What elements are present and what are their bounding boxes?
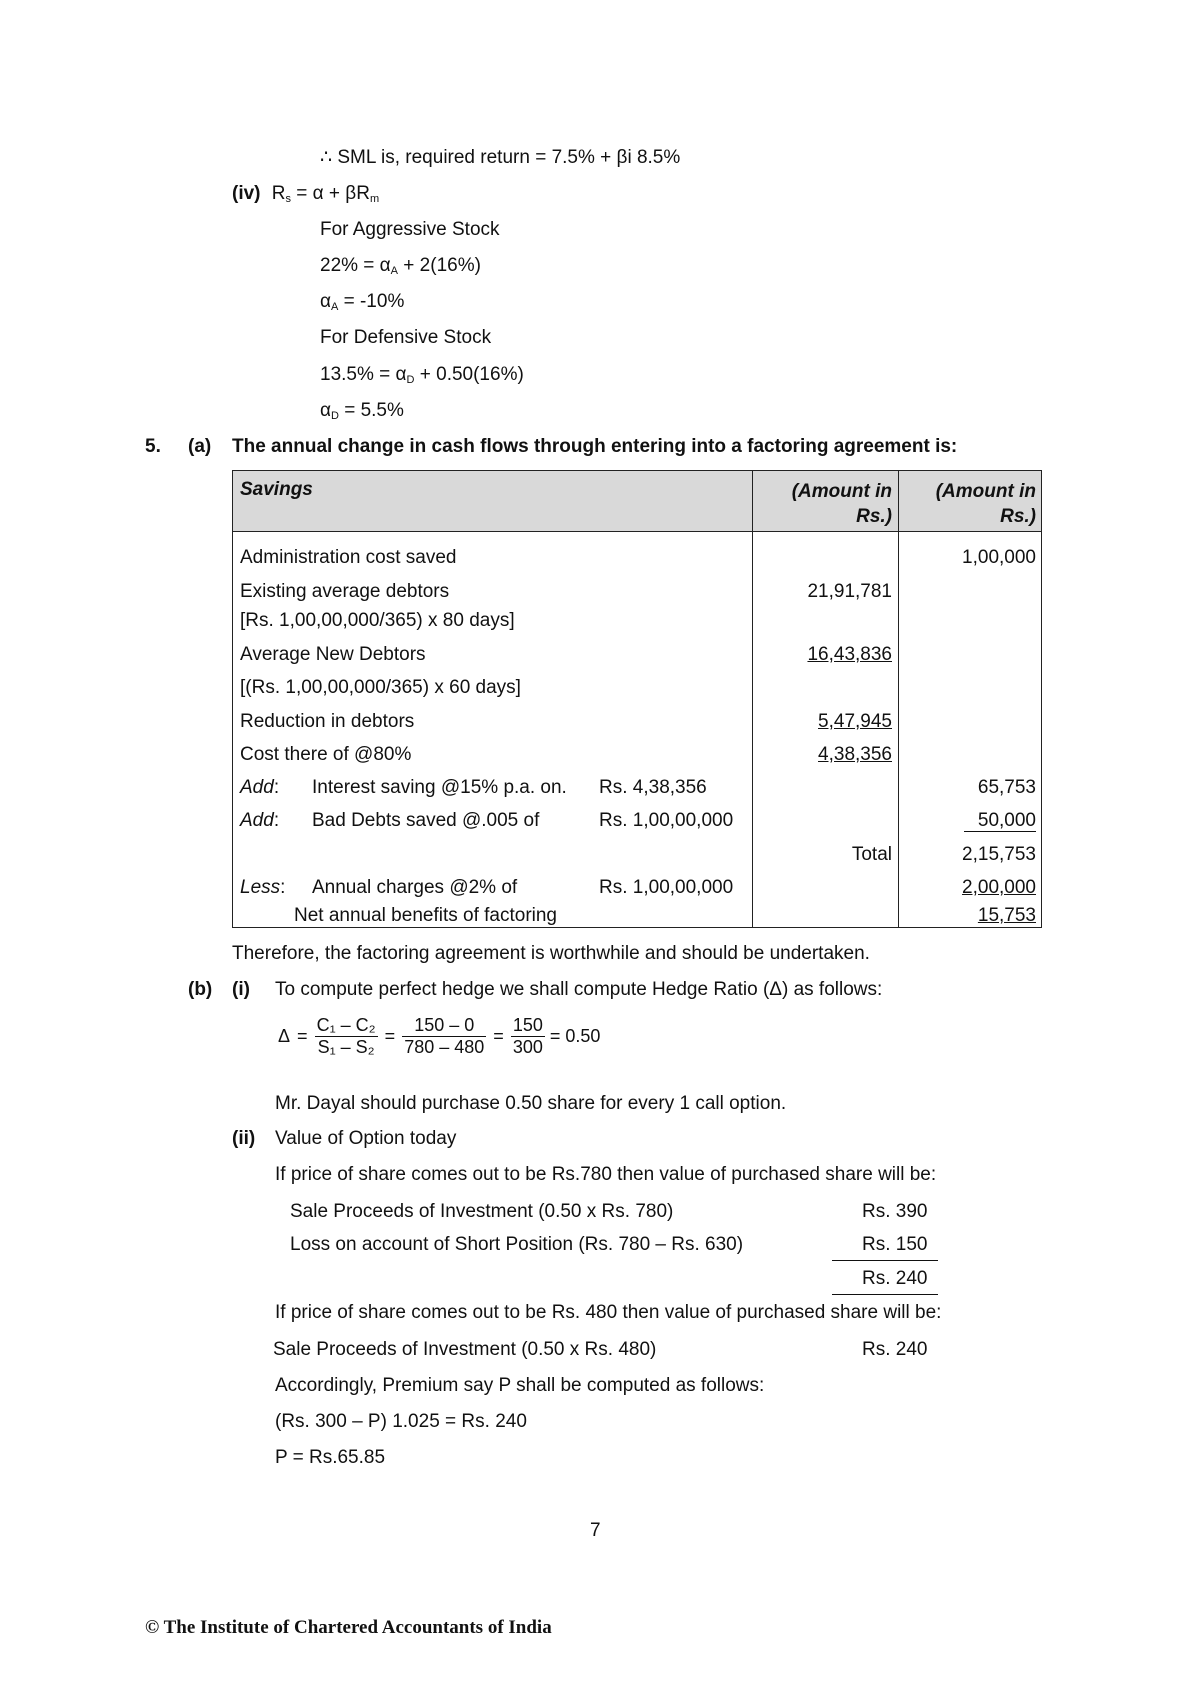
iv-line <box>232 183 379 205</box>
defensive-title: For Defensive Stock <box>320 327 492 348</box>
part-a-heading: The annual change in cash flows through entering into a factoring agreement is: <box>232 436 958 457</box>
row-add-baddebts-base: Rs. 1,00,00,000 <box>599 810 734 831</box>
column-divider <box>898 471 899 927</box>
row-existing-calc: [Rs. 1,00,00,000/365) x 80 days] <box>240 610 515 631</box>
premium-result: P = Rs.65.85 <box>275 1447 386 1468</box>
sum-rule-top <box>832 1260 938 1261</box>
loss-short-amount: Rs. 150 <box>862 1234 928 1255</box>
header-savings: Savings <box>240 479 313 500</box>
row-less-charges-base: Rs. 1,00,00,000 <box>599 877 734 898</box>
row-reduction-amount: 5,47,945 <box>818 711 892 732</box>
aggressive-result: $\alpha_A = -10\%$ <box>320 291 405 313</box>
part-bi-label: (i) <box>232 979 250 1000</box>
row-net-label: Net annual benefits of factoring <box>294 905 558 926</box>
net-780-amount: Rs. 240 <box>862 1268 928 1289</box>
fraction-c-over-s: $\frac{\text{C₁ – C₂}}{\text{S₁ – S₂}}$ <box>316 1015 376 1057</box>
loss-short-text: Loss on account of Short Position (Rs. 780 – Rs. 630) <box>290 1234 744 1255</box>
row-less-charges: Less: <box>240 877 286 898</box>
row-admin-label: Administration cost saved <box>240 547 457 568</box>
copyright-footer: © The Institute of Chartered Accountants of India <box>145 1617 552 1638</box>
iv-formula: $R_s = \alpha + \beta R_m$ <box>271 183 380 205</box>
row-add-baddebts-amount: 50,000 <box>901 810 1036 832</box>
price-480-text: If price of share comes out to be Rs. 480 then value of purchased share will be: <box>275 1302 942 1323</box>
fraction-simplified: $\frac{150}{300}$ <box>512 1015 543 1057</box>
row-less-charges-amount: 2,00,000 <box>962 877 1036 898</box>
row-add-baddebts: Add: <box>240 810 280 831</box>
row-add-interest-text: Interest saving @15% p.a. on. <box>312 777 567 798</box>
row-existing-amount: 21,91,781 <box>807 581 892 602</box>
premium-text: Accordingly, Premium say P shall be computed as follows: <box>275 1375 765 1396</box>
row-add-baddebts-text: Bad Debts saved @.005 of <box>312 810 540 831</box>
row-cost-label: Cost there of @80% <box>240 744 412 765</box>
row-add-interest-base: Rs. 4,38,356 <box>599 777 707 798</box>
question-number: 5. <box>145 436 161 457</box>
row-existing-label: Existing average debtors <box>240 581 450 602</box>
row-less-charges-text: Annual charges @2% of <box>312 877 518 898</box>
row-net-amount: 15,753 <box>977 905 1036 926</box>
part-b-label: (b) <box>188 979 213 1000</box>
part-bii-title: Value of Option today <box>275 1128 457 1149</box>
defensive-equation: $13.5\% = \alpha_D + 0.50(16\%)$ <box>320 364 524 386</box>
sum-rule-bottom <box>832 1294 938 1295</box>
row-add-interest-amount: 65,753 <box>977 777 1036 798</box>
part-bi-text: To compute perfect hedge we shall compute Hedge Ratio (Δ) as follows: <box>275 979 883 1000</box>
part-a-label: (a) <box>188 436 212 457</box>
sale-780-amount: Rs. 390 <box>862 1201 928 1222</box>
row-new-debtors-label: Average New Debtors <box>240 644 426 665</box>
sml-line: ∴ SML is, required return = 7.5% + βi 8.5% <box>320 147 681 168</box>
row-cost-amount: 4,38,356 <box>818 744 892 765</box>
row-admin-amount: 1,00,000 <box>962 547 1036 568</box>
row-new-debtors-amount: 16,43,836 <box>807 644 892 665</box>
hedge-ratio-formula: Δ = $\frac{\text{C₁ – C₂}}{\text{S₁ – S₂}}$ = $\frac{150 - 0}{780 - 480}$ = $\frac{150}{300}$ = 0.50 <box>278 1015 601 1057</box>
price-780-text: If price of share comes out to be Rs.780 then value of purchased share will be: <box>275 1164 937 1185</box>
row-reduction-label: Reduction in debtors <box>240 711 415 732</box>
row-total-label: Total <box>851 844 892 865</box>
header-amount-col1: (Amount in Rs.) <box>791 481 892 527</box>
part-bii-label: (ii) <box>232 1128 256 1149</box>
hedge-conclusion: Mr. Dayal should purchase 0.50 share for every 1 call option. <box>275 1093 787 1114</box>
factoring-conclusion: Therefore, the factoring agreement is worthwhile and should be undertaken. <box>232 943 870 964</box>
column-divider <box>752 471 753 927</box>
sale-780-text: Sale Proceeds of Investment (0.50 x Rs. 780) <box>290 1201 674 1222</box>
sale-480-amount: Rs. 240 <box>862 1339 928 1360</box>
premium-equation: (Rs. 300 – P) 1.025 = Rs. 240 <box>275 1411 527 1432</box>
fraction-values: $\frac{150 - 0}{780 - 480}$ <box>404 1015 485 1057</box>
defensive-result: $\alpha_D = 5.5\%$ <box>320 400 404 422</box>
iv-label: (iv) <box>232 183 261 204</box>
row-new-debtors-calc: [(Rs. 1,00,00,000/365) x 60 days] <box>240 677 521 698</box>
factoring-table <box>232 470 1042 928</box>
header-amount-col2: (Amount in Rs.) <box>935 481 1036 527</box>
aggressive-title: For Aggressive Stock <box>320 219 500 240</box>
aggressive-equation: $22\% = \alpha_A + 2(16\%)$ <box>320 255 481 277</box>
row-add-interest: Add: <box>240 777 280 798</box>
row-total-amount: 2,15,753 <box>962 844 1036 865</box>
sale-480-text: Sale Proceeds of Investment (0.50 x Rs. 480) <box>273 1339 657 1360</box>
page-number: 7 <box>590 1520 601 1541</box>
